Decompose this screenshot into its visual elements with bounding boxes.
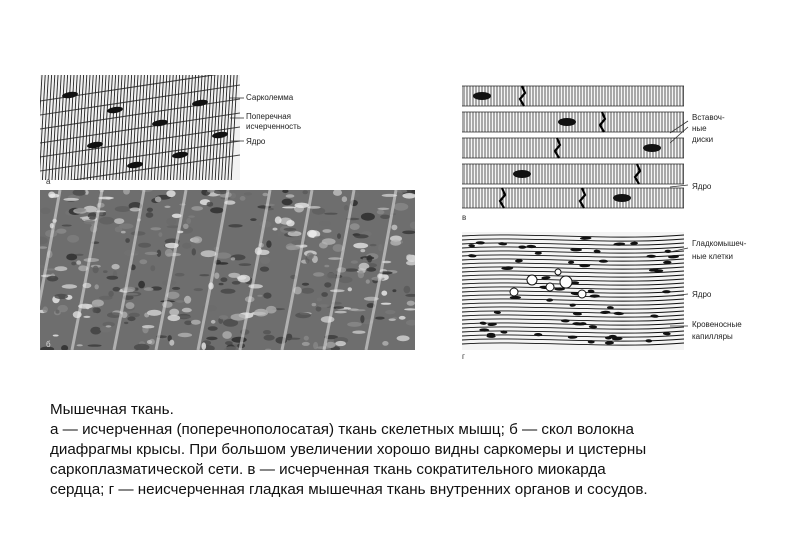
micrograph-speckle bbox=[188, 215, 195, 217]
micrograph-speckle bbox=[322, 238, 336, 245]
micrograph-speckle bbox=[144, 287, 154, 291]
panel-letter-g: г bbox=[462, 352, 465, 361]
micrograph-speckle bbox=[335, 341, 346, 346]
capillary-mark bbox=[578, 290, 586, 298]
micrograph-speckle bbox=[194, 288, 203, 291]
micrograph-speckle bbox=[385, 310, 395, 314]
micrograph-speckle bbox=[266, 240, 271, 247]
micrograph-speckle bbox=[260, 257, 270, 264]
micrograph-speckle bbox=[322, 229, 331, 233]
micrograph-speckle bbox=[350, 223, 360, 230]
micrograph-speckle bbox=[394, 203, 409, 211]
micrograph-speckle bbox=[319, 221, 331, 226]
micrograph-speckle bbox=[240, 196, 246, 201]
cardiac-fiber bbox=[462, 164, 684, 184]
micrograph-speckle bbox=[382, 341, 388, 346]
micrograph-speckle bbox=[76, 260, 81, 264]
micrograph-speckle bbox=[351, 260, 358, 263]
micrograph-speckle bbox=[286, 245, 300, 250]
micrograph-speckle bbox=[139, 259, 147, 264]
micrograph-speckle bbox=[130, 208, 141, 212]
micrograph-speckle bbox=[377, 210, 385, 215]
micrograph-speckle bbox=[175, 273, 185, 277]
micrograph-speckle bbox=[77, 344, 83, 346]
micrograph-speckle bbox=[125, 238, 130, 243]
micrograph-speckle bbox=[358, 271, 364, 279]
micrograph-speckle bbox=[375, 317, 385, 320]
micrograph-speckle bbox=[169, 340, 174, 346]
micrograph-speckle bbox=[391, 225, 397, 231]
micrograph-speckle bbox=[147, 208, 153, 212]
micrograph-speckle bbox=[286, 194, 295, 198]
skeletal-muscle-illustration bbox=[40, 75, 240, 180]
capillary-mark bbox=[510, 288, 518, 296]
micrograph-speckle bbox=[114, 218, 124, 224]
cardiac-fiber bbox=[462, 86, 684, 106]
micrograph-speckle bbox=[301, 288, 314, 294]
micrograph-speckle bbox=[399, 316, 406, 320]
nucleus-mark bbox=[609, 335, 617, 338]
micrograph-speckle bbox=[41, 208, 51, 215]
micrograph-speckle bbox=[295, 203, 309, 208]
micrograph-speckle bbox=[126, 302, 135, 309]
micrograph-speckle bbox=[307, 253, 314, 260]
micrograph-speckle bbox=[108, 291, 113, 297]
micrograph-speckle bbox=[228, 224, 242, 227]
micrograph-speckle bbox=[380, 215, 390, 219]
micrograph-speckle bbox=[313, 272, 324, 276]
micrograph-speckle bbox=[231, 314, 247, 321]
caption-line: а — исчерченная (поперечнополосатая) ткань скелетных мышц; б — скол волокна bbox=[50, 421, 634, 438]
micrograph-speckle bbox=[150, 227, 161, 230]
micrograph-speckle bbox=[113, 287, 121, 292]
micrograph-speckle bbox=[225, 341, 233, 345]
micrograph-speckle bbox=[344, 205, 349, 211]
micrograph-speckle bbox=[199, 274, 209, 276]
micrograph-speckle bbox=[326, 273, 336, 281]
micrograph-speckle bbox=[55, 310, 59, 314]
micrograph-speckle bbox=[316, 298, 322, 302]
micrograph-speckle bbox=[95, 284, 99, 289]
label-blood-capillaries-1: Кровеносные bbox=[692, 320, 742, 329]
micrograph-speckle bbox=[263, 330, 271, 334]
micrograph-speckle bbox=[219, 283, 224, 285]
micrograph-speckle bbox=[112, 264, 120, 270]
micrograph-speckle bbox=[164, 206, 170, 208]
micrograph-speckle bbox=[54, 294, 68, 299]
micrograph-speckle bbox=[406, 254, 412, 260]
micrograph-speckle bbox=[62, 225, 72, 227]
micrograph-speckle bbox=[67, 235, 79, 243]
micrograph-speckle bbox=[207, 202, 214, 207]
micrograph-speckle bbox=[302, 342, 310, 346]
micrograph-speckle bbox=[214, 273, 219, 279]
label-blood-capillaries-2: капилляры bbox=[692, 332, 733, 341]
micrograph-speckle bbox=[302, 283, 309, 286]
micrograph-speckle bbox=[366, 267, 376, 271]
micrograph-speckle bbox=[202, 342, 207, 350]
micrograph-speckle bbox=[53, 335, 59, 337]
nucleus-mark bbox=[613, 194, 631, 202]
micrograph-speckle bbox=[324, 282, 331, 287]
micrograph-speckle bbox=[93, 307, 98, 313]
micrograph-speckle bbox=[342, 196, 347, 202]
micrograph-speckle bbox=[80, 217, 90, 219]
micrograph-speckle bbox=[360, 249, 365, 252]
caption-title: Мышечная ткань. bbox=[50, 401, 174, 418]
micrograph-speckle bbox=[178, 333, 192, 337]
micrograph-speckle bbox=[397, 335, 410, 341]
micrograph-speckle bbox=[220, 277, 227, 282]
micrograph-speckle bbox=[115, 227, 123, 233]
micrograph-speckle bbox=[314, 236, 324, 238]
micrograph-speckle bbox=[84, 258, 100, 262]
micrograph-speckle bbox=[260, 267, 269, 272]
micrograph-speckle bbox=[295, 312, 311, 318]
micrograph-speckle bbox=[127, 317, 135, 322]
cardiac-muscle-illustration bbox=[462, 82, 684, 212]
micrograph-speckle bbox=[147, 310, 162, 316]
micrograph-speckle bbox=[360, 315, 364, 323]
micrograph-speckle bbox=[333, 306, 345, 309]
micrograph-speckle bbox=[407, 301, 415, 306]
micrograph-speckle bbox=[129, 313, 140, 318]
micrograph-speckle bbox=[210, 207, 224, 213]
micrograph-speckle bbox=[353, 243, 368, 249]
micrograph-speckle bbox=[312, 303, 317, 306]
micrograph-speckle bbox=[392, 289, 396, 292]
nucleus-mark bbox=[513, 170, 531, 178]
micrograph-speckle bbox=[304, 336, 309, 341]
micrograph-speckle bbox=[264, 335, 275, 341]
micrograph-speckle bbox=[222, 331, 232, 339]
micrograph-speckle bbox=[244, 192, 252, 195]
micrograph-speckle bbox=[370, 244, 377, 246]
label-intercalated-discs-3: диски bbox=[692, 135, 714, 144]
nucleus-mark bbox=[643, 144, 661, 152]
micrograph-speckle bbox=[146, 212, 154, 218]
label-smooth-muscle-cells-1: Гладкомышеч- bbox=[692, 239, 747, 248]
figure-panel-a bbox=[40, 75, 240, 180]
micrograph-speckle bbox=[168, 315, 181, 321]
panel-letter-v: в bbox=[462, 213, 467, 222]
panel-letter-a: а bbox=[46, 177, 51, 186]
micrograph-speckle bbox=[287, 338, 300, 340]
micrograph-speckle bbox=[172, 287, 180, 290]
micrograph-speckle bbox=[166, 190, 175, 197]
micrograph-speckle bbox=[366, 279, 370, 283]
micrograph-speckle bbox=[191, 206, 203, 211]
micrograph-speckle bbox=[324, 265, 329, 268]
diaphragm-fiber-micrograph bbox=[40, 190, 415, 350]
micrograph-speckle bbox=[63, 198, 79, 201]
micrograph-speckle bbox=[206, 337, 217, 341]
micrograph-speckle bbox=[158, 232, 162, 237]
micrograph-speckle bbox=[186, 218, 191, 224]
micrograph-speckle bbox=[192, 236, 202, 243]
micrograph-speckle bbox=[363, 258, 367, 261]
micrograph-speckle bbox=[286, 220, 294, 226]
micrograph-speckle bbox=[228, 273, 240, 278]
capillary-mark bbox=[527, 275, 537, 285]
label-nucleus-v: Ядро bbox=[692, 182, 712, 191]
micrograph-speckle bbox=[201, 250, 217, 257]
micrograph-speckle bbox=[232, 281, 241, 285]
micrograph-speckle bbox=[182, 308, 192, 313]
micrograph-speckle bbox=[93, 266, 99, 274]
smooth-muscle-illustration bbox=[462, 232, 684, 350]
micrograph-speckle bbox=[47, 276, 58, 282]
micrograph-speckle bbox=[239, 263, 252, 266]
micrograph-speckle bbox=[360, 256, 374, 260]
micrograph-speckle bbox=[99, 217, 114, 225]
micrograph-speckle bbox=[324, 213, 337, 215]
micrograph-speckle bbox=[103, 270, 108, 273]
micrograph-speckle bbox=[221, 289, 236, 294]
micrograph-speckle bbox=[330, 289, 345, 292]
micrograph-speckle bbox=[182, 243, 191, 249]
micrograph-speckle bbox=[282, 206, 296, 208]
micrograph-speckle bbox=[75, 208, 86, 212]
capillary-mark bbox=[555, 269, 561, 275]
micrograph-speckle bbox=[84, 220, 95, 224]
capillary-mark bbox=[546, 283, 554, 291]
nucleus-mark bbox=[473, 92, 491, 100]
label-nucleus-g: Ядро bbox=[692, 290, 712, 299]
micrograph-speckle bbox=[354, 234, 369, 238]
nucleus-mark bbox=[558, 118, 576, 126]
cardiac-fiber bbox=[462, 188, 684, 208]
figure-caption bbox=[50, 400, 770, 500]
micrograph-speckle bbox=[389, 318, 396, 321]
micrograph-speckle bbox=[138, 281, 145, 289]
micrograph-speckle bbox=[378, 244, 383, 251]
label-nucleus-a: Ядро bbox=[246, 137, 266, 146]
micrograph-speckle bbox=[94, 210, 106, 212]
micrograph-speckle bbox=[390, 240, 401, 246]
micrograph-speckle bbox=[202, 305, 217, 311]
micrograph-speckle bbox=[282, 199, 293, 206]
micrograph-speckle bbox=[219, 315, 228, 319]
micrograph-speckle bbox=[106, 276, 118, 280]
micrograph-speckle bbox=[176, 300, 184, 303]
micrograph-speckle bbox=[347, 322, 362, 327]
micrograph-speckle bbox=[183, 224, 189, 229]
caption-line: диафрагмы крысы. При большом увеличении хорошо видны саркомеры и цистерны bbox=[50, 441, 647, 458]
micrograph-speckle bbox=[62, 284, 77, 288]
micrograph-speckle bbox=[142, 325, 154, 328]
micrograph-speckle bbox=[250, 218, 256, 221]
micrograph-speckle bbox=[121, 231, 126, 234]
label-intercalated-discs-1: Вставоч- bbox=[692, 113, 725, 122]
figure-panel-v bbox=[462, 82, 684, 212]
micrograph-speckle bbox=[263, 193, 269, 197]
micrograph-speckle bbox=[264, 204, 275, 207]
micrograph-speckle bbox=[90, 327, 101, 335]
label-cross-striation-2: исчерченность bbox=[246, 122, 302, 131]
micrograph-speckle bbox=[131, 231, 146, 235]
label-cross-striation-1: Поперечная bbox=[246, 112, 291, 121]
micrograph-speckle bbox=[263, 293, 271, 299]
micrograph-speckle bbox=[106, 197, 112, 200]
label-sarcolemma: Сарколемма bbox=[246, 93, 294, 102]
micrograph-speckle bbox=[361, 213, 375, 221]
micrograph-speckle bbox=[115, 206, 131, 212]
micrograph-speckle bbox=[377, 208, 389, 210]
micrograph-speckle bbox=[231, 257, 235, 260]
micrograph-speckle bbox=[266, 306, 277, 314]
micrograph-speckle bbox=[273, 228, 278, 231]
micrograph-speckle bbox=[147, 340, 152, 344]
micrograph-speckle bbox=[56, 229, 66, 234]
micrograph-speckle bbox=[124, 322, 128, 324]
micrograph-speckle bbox=[211, 320, 216, 324]
micrograph-speckle bbox=[106, 325, 112, 327]
micrograph-speckle bbox=[321, 316, 335, 323]
micrograph-speckle bbox=[55, 266, 68, 271]
micrograph-speckle bbox=[328, 257, 341, 260]
micrograph-speckle bbox=[71, 262, 76, 266]
micrograph-speckle bbox=[138, 243, 151, 248]
label-smooth-muscle-cells-2: ные клетки bbox=[692, 252, 733, 261]
panel-letter-b: б bbox=[46, 340, 51, 349]
micrograph-speckle bbox=[166, 218, 176, 225]
micrograph-speckle bbox=[191, 320, 201, 325]
micrograph-speckle bbox=[88, 344, 102, 346]
micrograph-speckle bbox=[337, 233, 341, 239]
micrograph-speckle bbox=[275, 216, 282, 223]
micrograph-speckle bbox=[348, 287, 352, 291]
micrograph-speckle bbox=[165, 249, 173, 257]
micrograph-speckle bbox=[43, 306, 48, 312]
capillary-mark bbox=[560, 276, 572, 288]
caption-line: саркоплазматической сети. в — исчерченная ткань сократительного миокарда bbox=[50, 461, 606, 478]
micrograph-speckle bbox=[404, 286, 411, 294]
micrograph-speckle bbox=[303, 190, 308, 194]
micrograph-speckle bbox=[318, 304, 330, 307]
figure-panel-b bbox=[40, 190, 415, 350]
figure-panel-g bbox=[462, 232, 684, 350]
caption-line: сердца; г — неисчерченная гладкая мышечная ткань внутренних органов и сосудов. bbox=[50, 481, 648, 498]
micrograph-speckle bbox=[381, 291, 387, 296]
micrograph-speckle bbox=[155, 196, 161, 202]
micrograph-speckle bbox=[257, 295, 262, 297]
micrograph-speckle bbox=[66, 254, 77, 261]
micrograph-speckle bbox=[145, 252, 158, 255]
micrograph-speckle bbox=[321, 292, 328, 297]
micrograph-speckle bbox=[184, 296, 191, 304]
micrograph-speckle bbox=[150, 265, 155, 271]
micrograph-speckle bbox=[192, 248, 196, 255]
micrograph-speckle bbox=[381, 303, 392, 305]
micrograph-speckle bbox=[232, 337, 247, 343]
micrograph-speckle bbox=[83, 316, 90, 318]
micrograph-speckle bbox=[402, 231, 415, 235]
micrograph-speckle bbox=[208, 326, 218, 331]
label-intercalated-discs-2: ные bbox=[692, 124, 707, 133]
micrograph-speckle bbox=[284, 228, 297, 231]
micrograph-speckle bbox=[352, 331, 365, 334]
micrograph-speckle bbox=[334, 311, 346, 314]
